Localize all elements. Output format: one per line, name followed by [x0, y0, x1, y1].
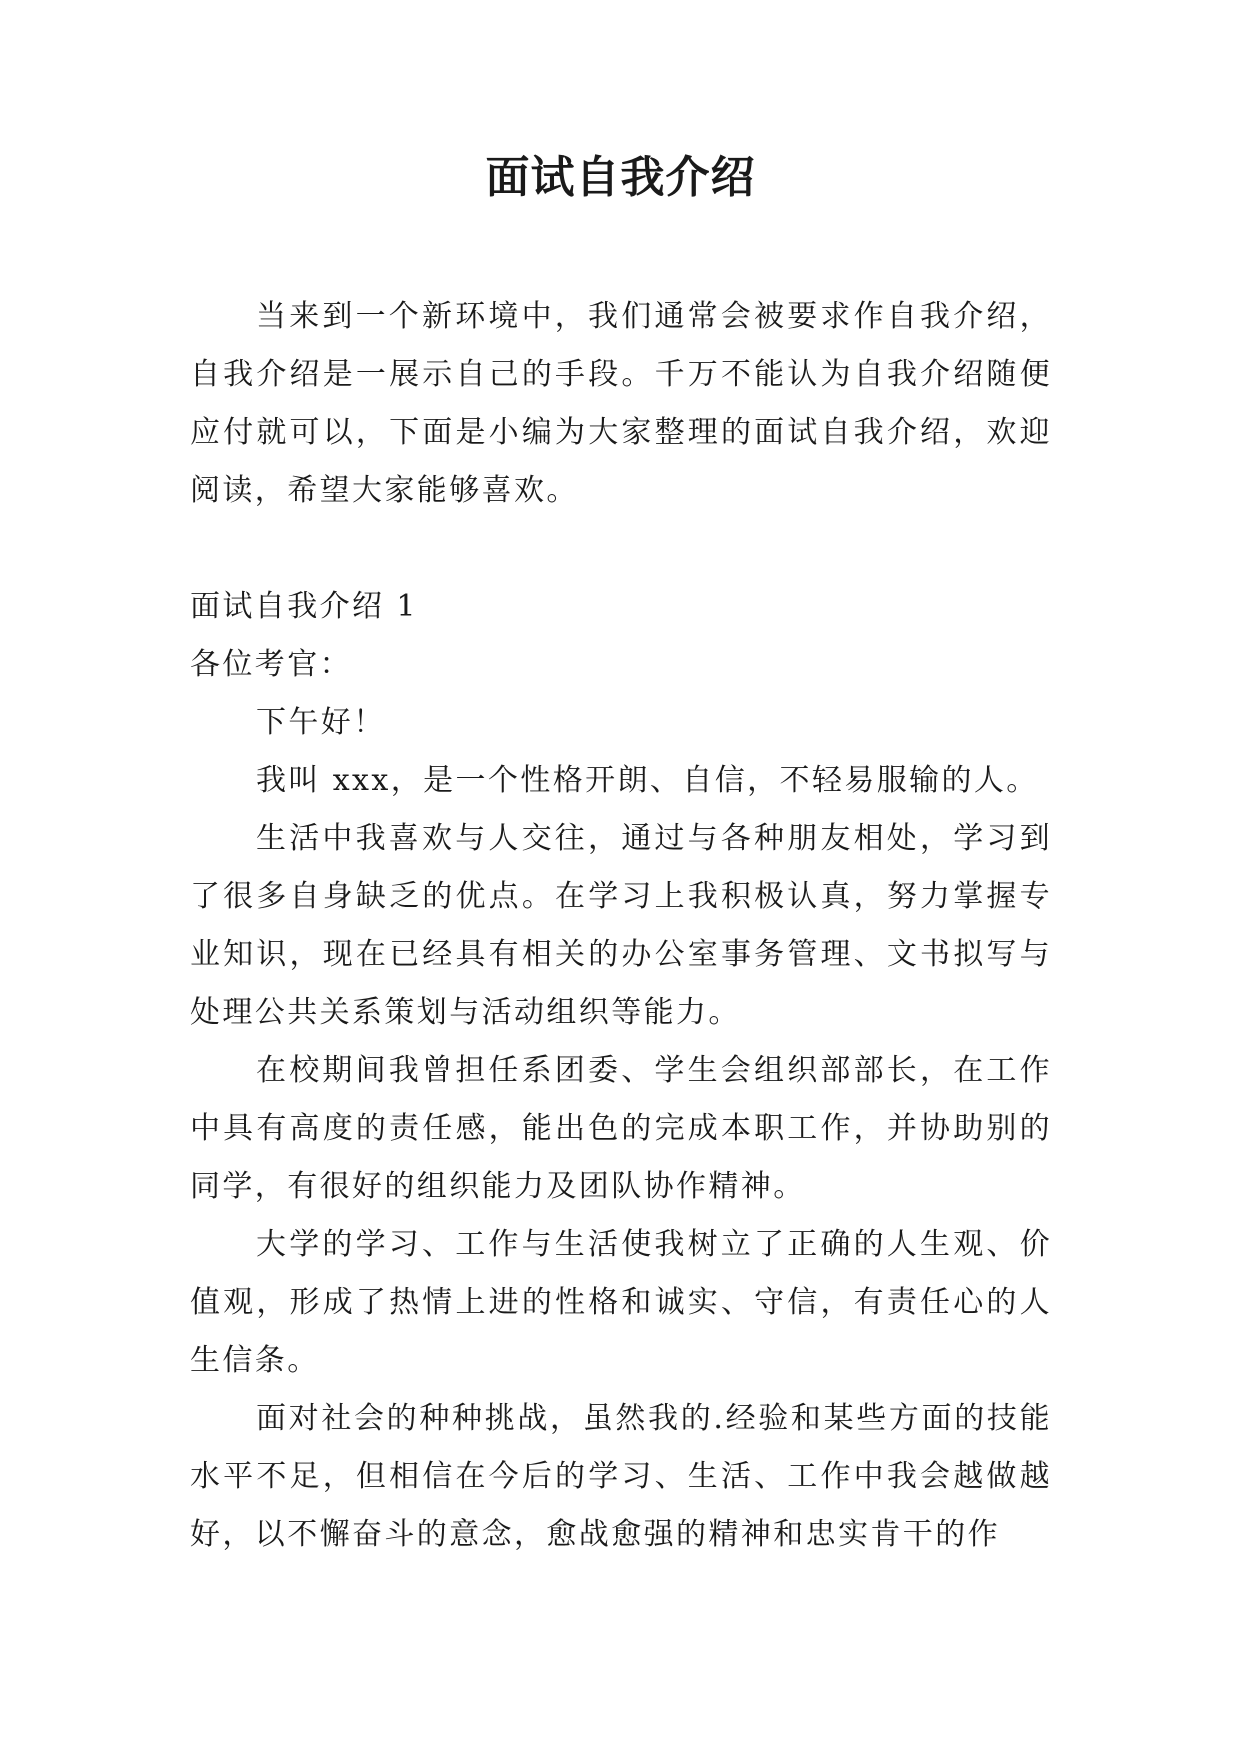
salutation: 各位考官： — [190, 647, 352, 682]
body-paragraph-3: 在校期间我曾担任系团委、学生会组织部部长，在工作中具有高度的责任感，能出色的完成本职工作，并协助别的同学，有很好的组织能力及团队协作精神。 — [190, 1053, 1052, 1204]
body-paragraph-5: 面对社会的种种挑战，虽然我的.经验和某些方面的技能水平不足，但相信在今后的学习、生活、工作中我会越做越好，以不懈奋斗的意念，愈战愈强的精神和忠实肯干的作 — [190, 1401, 1052, 1552]
greeting: 下午好！ — [256, 705, 386, 740]
document-body — [190, 288, 1052, 1564]
intro-paragraph: 当来到一个新环境中，我们通常会被要求作自我介绍，自我介绍是一展示自己的手段。千万不能认为自我介绍随便应付就可以，下面是小编为大家整理的面试自我介绍，欢迎阅读，希望大家能够喜欢。 — [190, 299, 1052, 508]
page-title: 面试自我介绍 — [485, 152, 756, 203]
body-paragraph-4: 大学的学习、工作与生活使我树立了正确的人生观、价值观，形成了热情上进的性格和诚实、守信，有责任心的人生信条。 — [190, 1227, 1052, 1378]
paragraph-gap — [190, 520, 1052, 578]
body-paragraph-1: 我叫 xxx，是一个性格开朗、自信，不轻易服输的人。 — [256, 763, 1039, 798]
section-heading: 面试自我介绍 1 — [190, 589, 418, 624]
body-paragraph-2: 生活中我喜欢与人交往，通过与各种朋友相处，学习到了很多自身缺乏的优点。在学习上我积极认真，努力掌握专业知识，现在已经具有相关的办公室事务管理、文书拟写与处理公共关系策划与活动组织等能力。 — [190, 821, 1052, 1030]
